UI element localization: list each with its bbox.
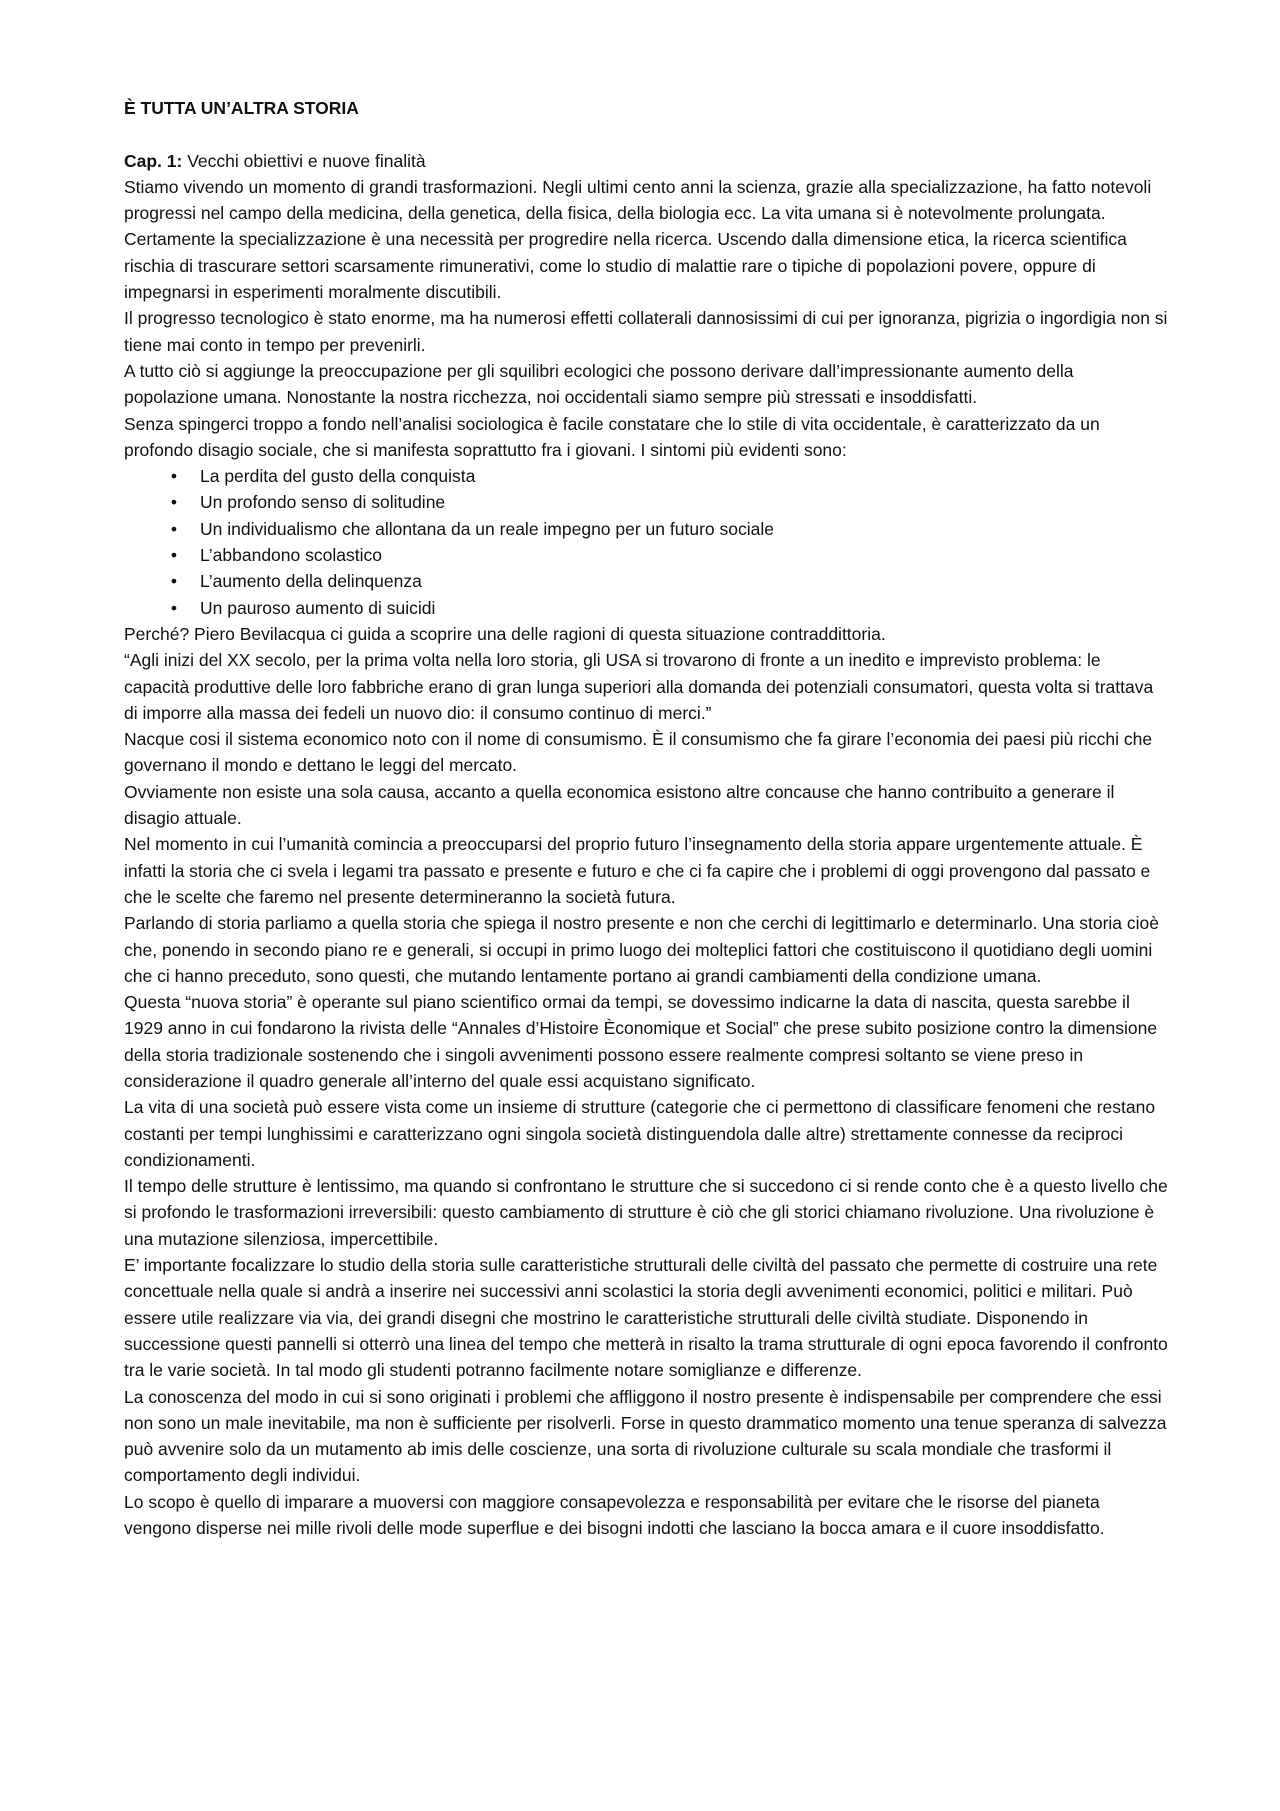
bullet-icon: • bbox=[170, 466, 178, 487]
list-item bbox=[124, 489, 1169, 515]
list-item-text: Un profondo senso di solitudine bbox=[200, 492, 446, 513]
document-page bbox=[124, 95, 1169, 1541]
list-item-text: Un pauroso aumento di suicidi bbox=[200, 597, 436, 618]
bullet-icon: • bbox=[170, 518, 178, 539]
chapter-heading bbox=[124, 148, 1169, 174]
paragraph: Ovviamente non esiste una sola causa, accanto a quella economica esistono altre concause che hanno contribuito a generare il disagio attuale. bbox=[124, 781, 1115, 829]
paragraph: Parlando di storia parliamo a quella storia che spiega il nostro presente e non che cerchi di legittimarlo e determinarlo. Una storia cioè che, ponendo in secondo piano re e generali, si occupi in primo luogo dei molteplici fattori che costituiscono il quotidiano degli uomini che ci hanno preceduto, sono questi, che mutando lentamente portano ai grandi cambiamenti della condizione umana. bbox=[124, 913, 1159, 986]
chapter-label: Cap. 1: bbox=[124, 150, 183, 171]
list-item-text: L’aumento della delinquenza bbox=[200, 571, 422, 592]
list-item bbox=[124, 463, 1169, 489]
list-item bbox=[124, 568, 1169, 594]
list-item-text: Un individualismo che allontana da un reale impegno per un futuro sociale bbox=[200, 518, 774, 539]
bullet-icon: • bbox=[170, 545, 178, 566]
blank-line bbox=[124, 121, 1169, 147]
paragraph: Nel momento in cui l’umanità comincia a preoccuparsi del proprio futuro l’insegnamento della storia appare urgentemente attuale. È infatti la storia che ci svela i legami tra passato e presente e futuro e che ci fa capire che i problemi di oggi provengono dal passato e che le scelte che faremo nel presente determineranno la società futura. bbox=[124, 834, 1151, 907]
document-title: È TUTTA UN’ALTRA STORIA bbox=[124, 98, 359, 118]
paragraph: La vita di una società può essere vista come un insieme di strutture (categorie che ci permettono di classificare fenomeni che restano costanti per tempi lunghissimi e caratterizzano ogni singola società distinguendola dalle altre) strettamente connesse da reciproci condizionamenti. bbox=[124, 1097, 1156, 1170]
chapter-title: Vecchi obiettivi e nuove finalità bbox=[182, 150, 426, 171]
paragraph: Perché? Piero Bevilacqua ci guida a scoprire una delle ragioni di questa situazione contraddittoria. bbox=[124, 623, 886, 644]
list-item bbox=[124, 542, 1169, 568]
paragraph: Il progresso tecnologico è stato enorme, ma ha numerosi effetti collaterali dannosissimi di cui per ignoranza, pigrizia o ingordigia non si tiene mai conto in tempo per prevenirli. bbox=[124, 308, 1168, 355]
paragraph: Stiamo vivendo un momento di grandi trasformazioni. Negli ultimi cento anni la scienza, grazie alla specializzazione, ha fatto notevoli progressi nel campo della medicina, della genetica, della fisica, della biologia ecc. La vita umana si è notevolmente prolungata. Certamente la specializzazione è una necessità per progredire nella ricerca. Uscendo dalla dimensione etica, la ricerca scientifica rischia di trascurare settori scarsamente rimunerativi, come lo studio di malattie rare o tipiche di popolazioni povere, oppure di impegnarsi in esperimenti moralmente discutibili. bbox=[124, 176, 1152, 303]
bullet-icon: • bbox=[170, 492, 178, 513]
bullet-icon: • bbox=[170, 597, 178, 618]
list-item-text: La perdita del gusto della conquista bbox=[200, 466, 476, 487]
paragraph: Questa “nuova storia” è operante sul piano scientifico ormai da tempi, se dovessimo indicarne la data di nascita, questa sarebbe il 1929 anno in cui fondarono la rivista delle “Annales d’Histoire Èconomique et Social” che prese subito posizione contro la dimensione della storia tradizionale sostenendo che i singoli avvenimenti possono essere realmente compresi soltanto se viene preso in considerazione il quadro generale all’interno del quale essi acquistano significato. bbox=[124, 992, 1158, 1091]
paragraph: E’ importante focalizzare lo studio della storia sulle caratteristiche strutturali delle civiltà del passato che permette di costruire una rete concettuale nella quale si andrà a inserire nei successivi anni scolastici la storia degli avvenimenti economici, politici e militari. Può essere utile realizzare via via, dei grandi disegni che mostrino le caratteristiche strutturali delle civiltà studiate. Disponendo in successione questi pannelli si otterrò una linea del tempo che metterà in risalto la trama strutturale di ogni epoca favorendo il confronto tra le varie società. In tal modo gli studenti potranno facilmente notare somiglianze e differenze. bbox=[124, 1255, 1168, 1381]
list-item bbox=[124, 595, 1169, 621]
paragraph: La conoscenza del modo in cui si sono originati i problemi che affliggono il nostro presente è indispensabile per comprendere che essi non sono un male inevitabile, ma non è sufficiente per risolverli. Forse in questo drammatico momento una tenue speranza di salvezza può avvenire solo da un mutamento ab imis delle coscienze, una sorta di rivoluzione culturale su scala mondiale che trasformi il comportamento degli individui. bbox=[124, 1386, 1167, 1486]
symptoms-list bbox=[124, 463, 1169, 621]
bullet-icon: • bbox=[170, 571, 178, 592]
paragraph: Il tempo delle strutture è lentissimo, ma quando si confrontano le strutture che si succedono ci si rende conto che è a questo livello che si profondo le trasformazioni irreversibili: questo cambiamento di strutture è ciò che gli storici chiamano rivoluzione. Una rivoluzione è una mutazione silenziosa, impercettibile. bbox=[124, 1176, 1168, 1249]
paragraph: Senza spingerci troppo a fondo nell’analisi sociologica è facile constatare che lo stile di vita occidentale, è caratterizzato da un profondo disagio sociale, che si manifesta soprattutto fra i giovani. I sintomi più evidenti sono: bbox=[124, 413, 1100, 460]
paragraph: Nacque cosi il sistema economico noto con il nome di consumismo. È il consumismo che fa girare l’economia dei paesi più ricchi che governano il mondo e dettano le leggi del mercato. bbox=[124, 729, 1153, 776]
list-item-text: L’abbandono scolastico bbox=[200, 545, 382, 566]
paragraph: Lo scopo è quello di imparare a muoversi con maggiore consapevolezza e responsabilità per evitare che le risorse del pianeta vengono disperse nei mille rivoli delle mode superflue e dei bisogni indotti che lasciano la bocca amara e il cuore insoddisfatto. bbox=[124, 1491, 1105, 1539]
list-item bbox=[124, 516, 1169, 542]
paragraph: A tutto ciò si aggiunge la preoccupazione per gli squilibri ecologici che possono derivare dall’impressionante aumento della popolazione umana. Nonostante la nostra ricchezza, noi occidentali siamo sempre più stressati e insoddisfatti. bbox=[124, 360, 1074, 408]
quote-paragraph: “Agli inizi del XX secolo, per la prima volta nella loro storia, gli USA si trovarono di fronte a un inedito e imprevisto problema: le capacità produttive delle loro fabbriche erano di gran lunga superiori alla domanda dei potenziali consumatori, questa volta si trattava di imporre alla massa dei fedeli un nuovo dio: il consumo continuo di merci.” bbox=[124, 650, 1154, 723]
